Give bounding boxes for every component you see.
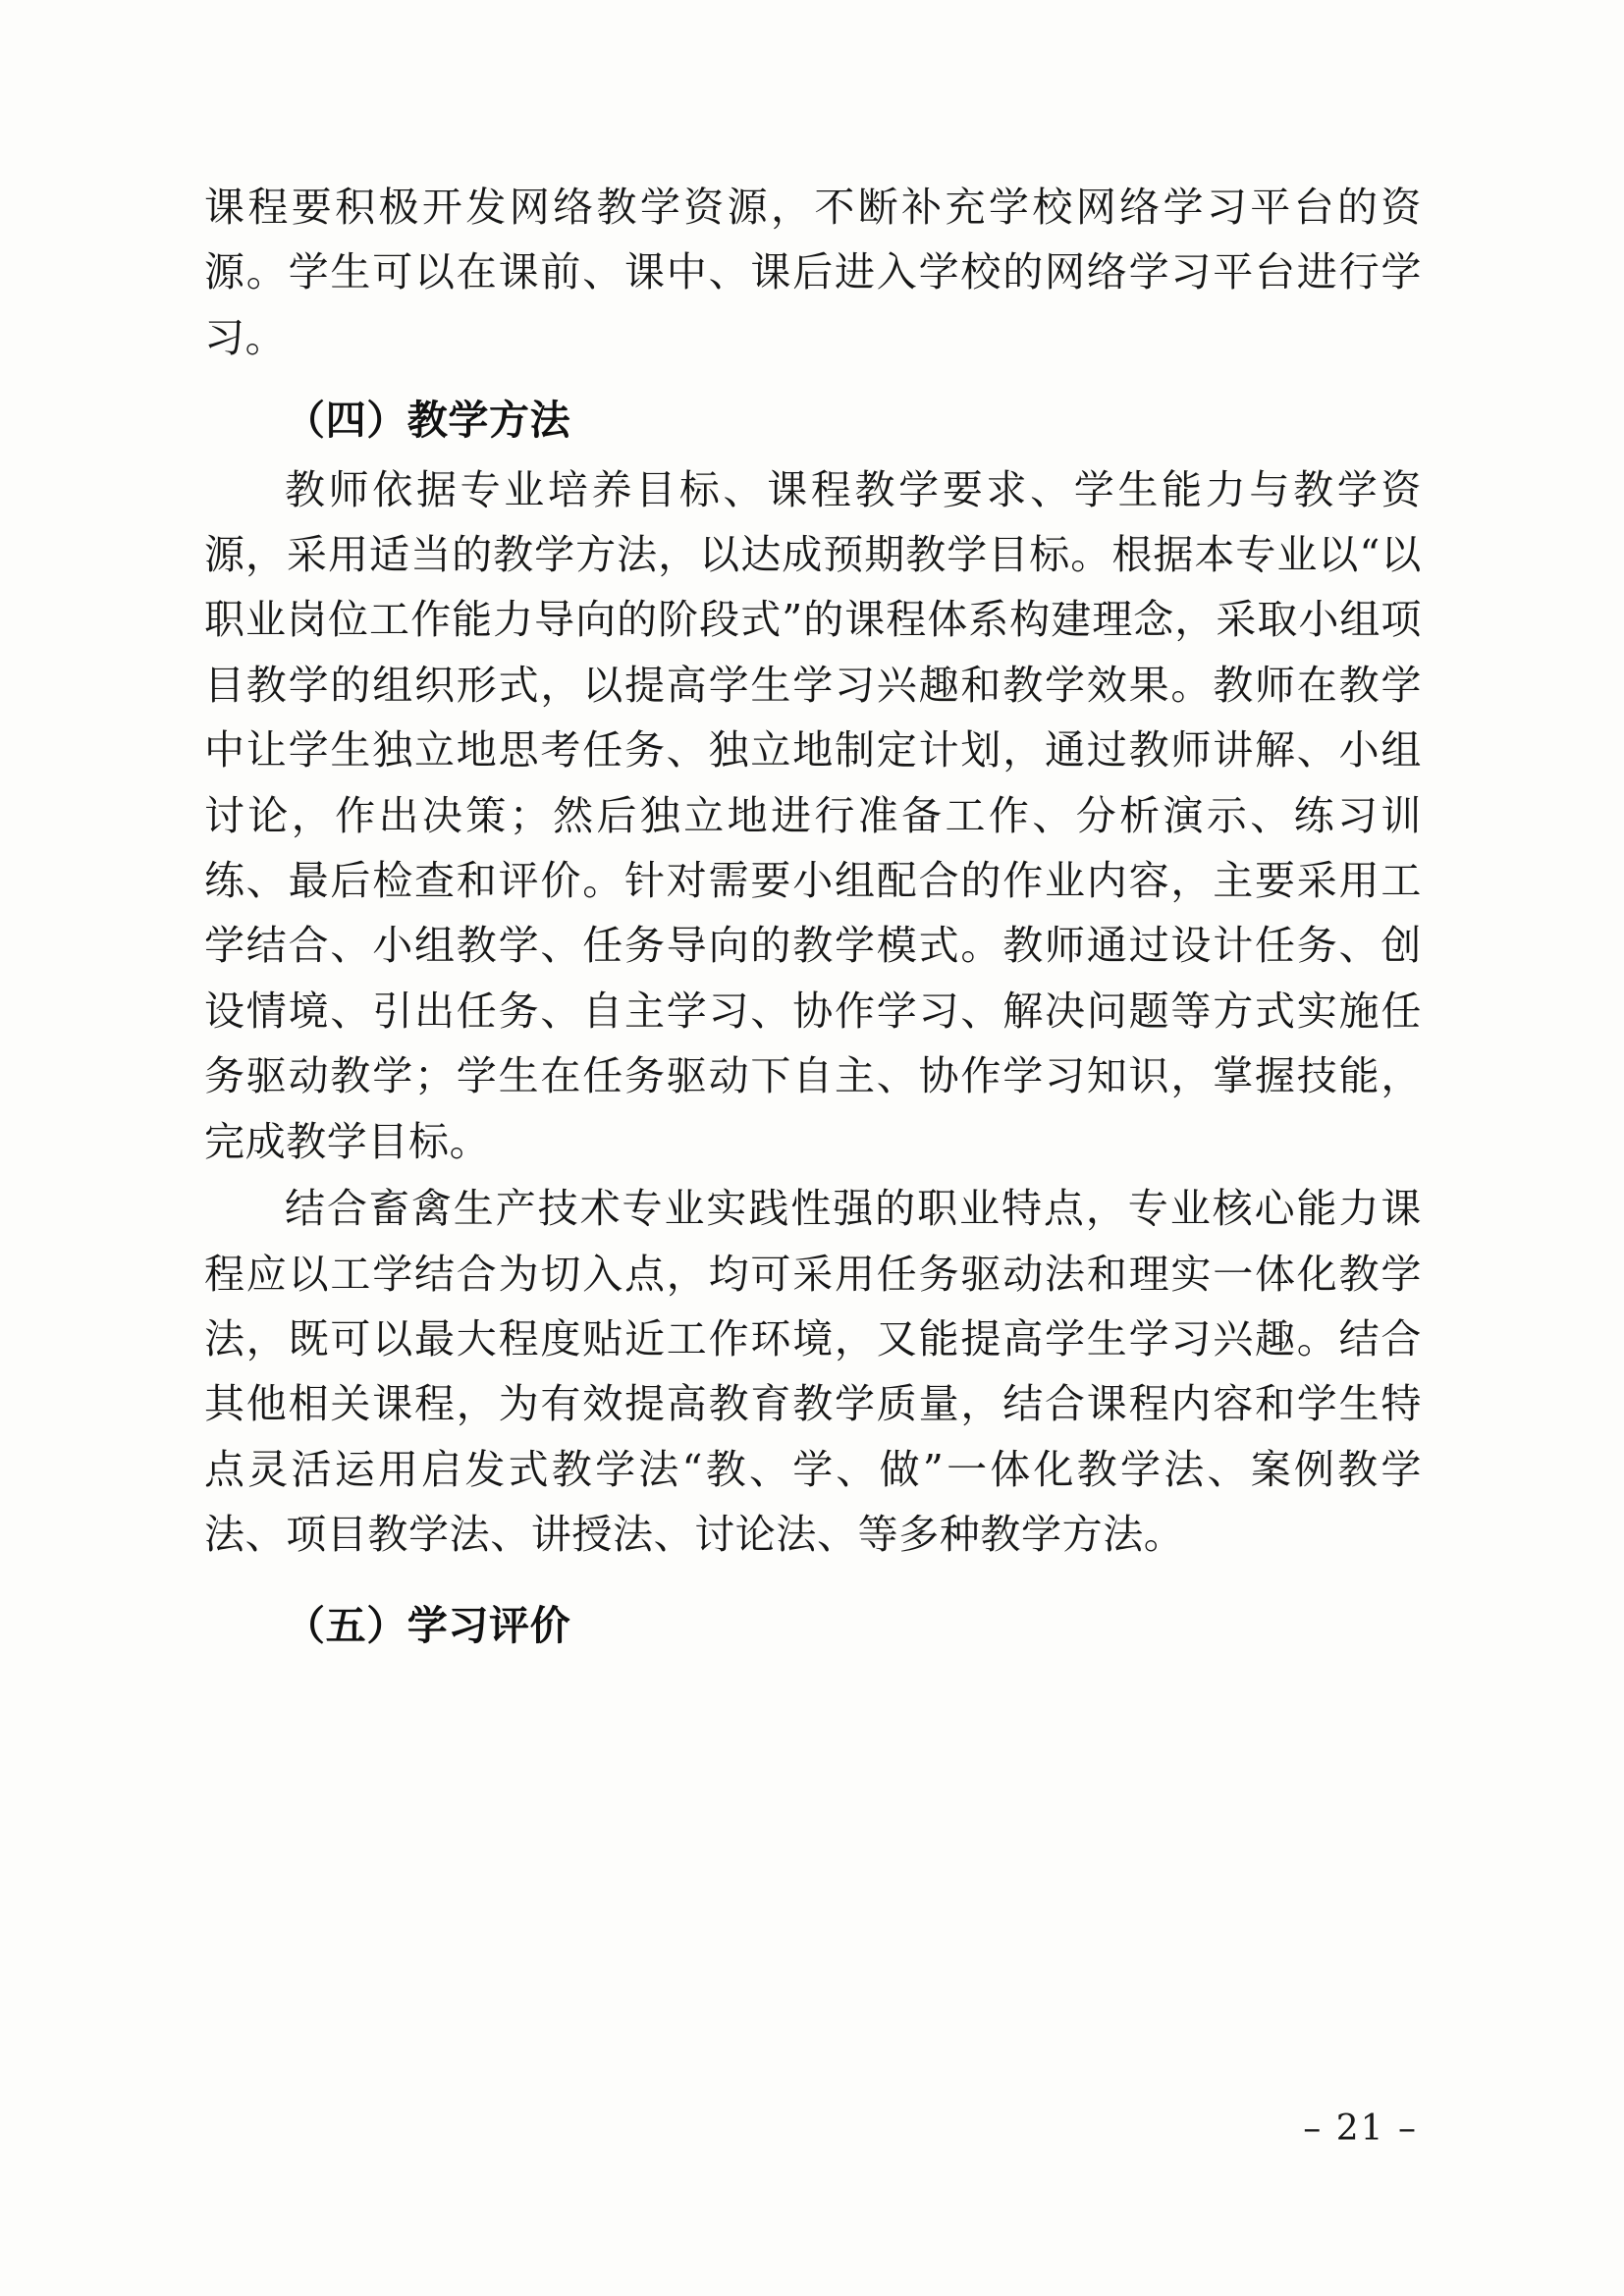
section-heading-teaching-methods: （四）教学方法 (285, 397, 571, 445)
paragraph-network-resources: 课程要积极开发网络教学资源，不断补充学校网络学习平台的资源。学生可以在课前、课中、课后进入学校的网络学习平台进行学习。 (204, 184, 1422, 361)
spacer (204, 372, 1422, 382)
section-heading-learning-evaluation: （五）学习评价 (285, 1601, 571, 1649)
page-number: – 21 – (1303, 2109, 1418, 2149)
page-content (204, 175, 1422, 1662)
spacer (204, 1570, 1422, 1587)
paragraph-teaching-methods-detail: 教师依据专业培养目标、课程教学要求、学生能力与教学资源，采用适当的教学方法，以达成预期教学目标。根据本专业以“以职业岗位工作能力导向的阶段式”的课程体系构建理念，采取小组项目教学的组织形式，以提高学生学习兴趣和教学效果。教师在教学中让学生独立地思考任务、独立地制定计划，通过教师讲解、小组讨论，作出决策；然后独立地进行准备工作、分析演示、练习训练、最后检查和评价。针对需要小组配合的作业内容，主要采用工学结合、小组教学、任务导向的教学模式。教师通过设计任务、创设情境、引出任务、自主学习、协作学习、解决问题等方式实施任务驱动教学；学生在任务驱动下自主、协作学习知识，掌握技能，完成教学目标。 (204, 465, 1422, 1165)
paragraph-core-competency-courses: 结合畜禽生产技术专业实践性强的职业特点，专业核心能力课程应以工学结合为切入点，均可采用任务驱动法和理实一体化教学法，既可以最大程度贴近工作环境，又能提高学生学习兴趣。结合其他相关课程，为有效提高教育教学质量，结合课程内容和学生特点灵活运用启发式教学法“教、学、做”一体化教学法、案例教学法、项目教学法、讲授法、讨论法、等多种教学方法。 (204, 1185, 1422, 1559)
